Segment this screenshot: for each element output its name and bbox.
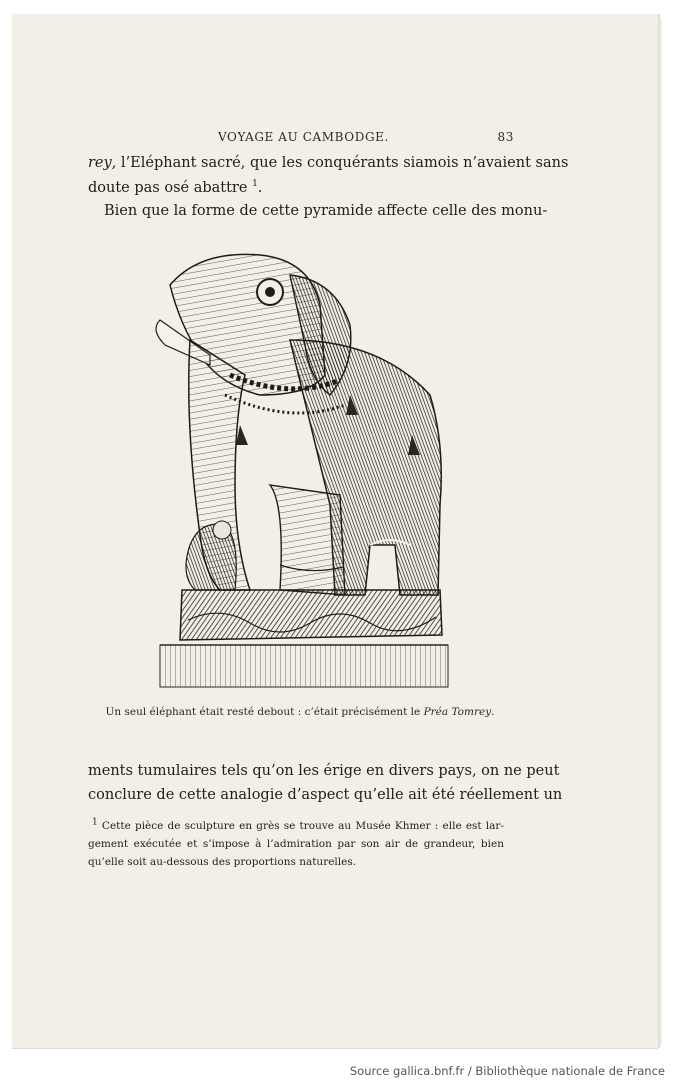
body-line-3 <box>104 203 548 219</box>
footnote-line-1-text: Cette pièce de sculpture en grès se trouve au Musée Khmer : elle est lar- <box>101 820 504 832</box>
footnote-line-2 <box>88 838 504 850</box>
caption-text: Un seul éléphant était resté debout : c’était précisément le <box>105 706 424 718</box>
source-attribution: Source gallica.bnf.fr / Bibliothèque nationale de France <box>349 1064 665 1078</box>
footnote-marker: 1 <box>92 817 98 828</box>
body-line-5-text: conclure de cette analogie d’aspect qu’elle ait été réellement un <box>88 787 563 803</box>
body-line-3-text: Bien que la forme de cette pyramide affecte celle des monu- <box>104 203 548 219</box>
body-line-1-text: , l’Eléphant sacré, que les conquérants siamois n’avaient sans <box>111 155 569 171</box>
body-line-2-text: doute pas osé abattre <box>88 180 248 196</box>
caption-end: . <box>491 706 495 718</box>
figure-caption <box>88 706 512 718</box>
body-line-1 <box>88 155 569 171</box>
footnote-line-1 <box>92 817 504 832</box>
body-italic-word: rey <box>88 155 112 171</box>
footnote-line-3-text: qu’elle soit au-dessous des proportions naturelles. <box>88 856 357 868</box>
body-line-4 <box>88 763 560 779</box>
running-title: VOYAGE AU CAMBODGE. <box>218 130 389 144</box>
body-line-4-text: ments tumulaires tels qu’on les érige en divers pays, on ne peut <box>88 763 560 779</box>
footnote-line-3 <box>88 856 504 868</box>
body-line-5 <box>88 787 563 803</box>
footnote-reference: 1 <box>252 179 258 190</box>
page-edge <box>658 18 662 1046</box>
page-number: 83 <box>497 130 514 144</box>
footnote-line-2-text: gement exécutée et s’impose à l’admiration par son air de grandeur, bien <box>88 838 504 850</box>
caption-italic: Préa Tomrey <box>423 706 492 718</box>
elephant-statue-engraving <box>140 245 460 695</box>
body-line-2: doute pas osé abattre $^1$. <box>88 179 263 196</box>
